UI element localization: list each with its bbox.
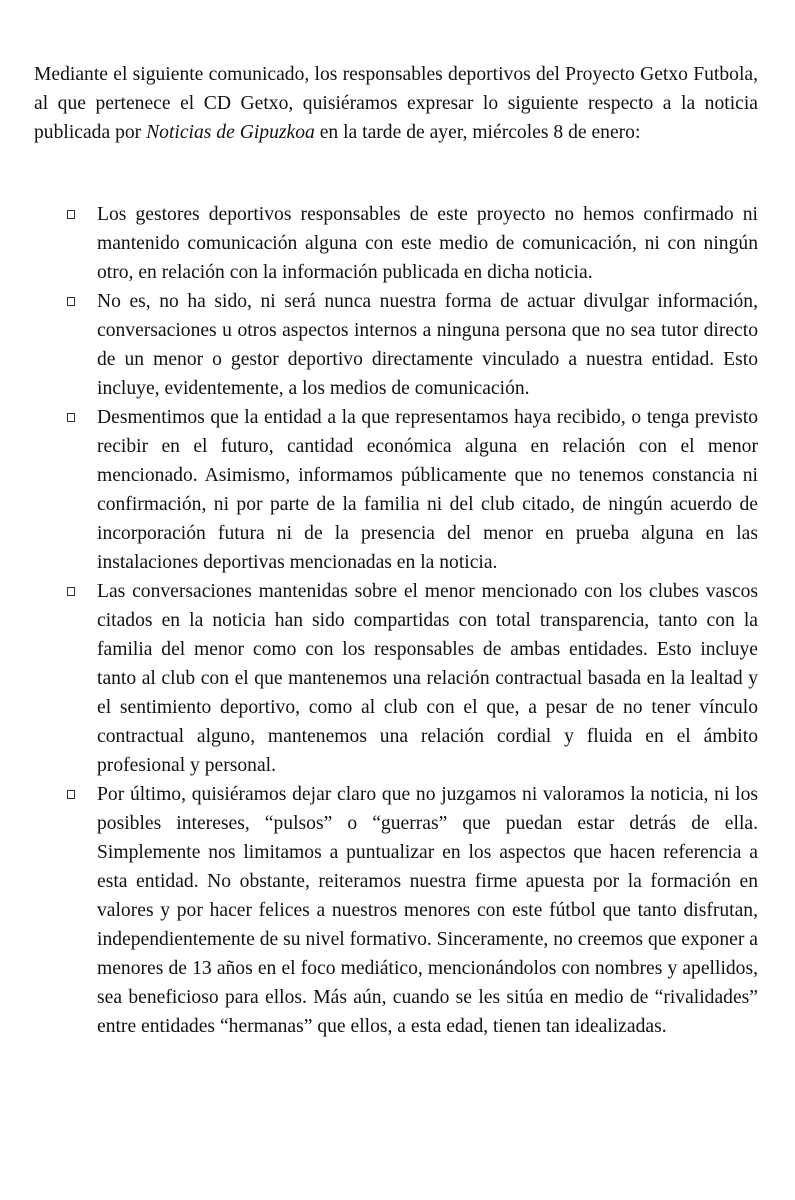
statement-item <box>34 200 758 287</box>
statement-item <box>34 403 758 577</box>
square-bullet-icon <box>67 413 75 422</box>
statement-text: Las conversaciones mantenidas sobre el menor mencionado con los clubes vascos citados en la noticia han sido compartidas con total transparencia, tanto con la familia del menor como con los responsables de ambas entidades. Esto incluye tanto al club con el que mantenemos una relación contractual basada en la lealtad y el sentimiento deportivo, como al club con el que, a pesar de no tener vínculo contractual alguno, mantenemos una relación cordial y fluida en el ámbito profesional y personal. <box>97 581 758 776</box>
square-bullet-icon <box>67 790 75 799</box>
intro-text-before: Mediante el siguiente comunicado, los responsables deportivos del Proyecto Getxo Futbola, al que pertenece el CD Getxo, quisiéramos expresar lo siguiente respecto a la noticia publicada por <box>34 64 758 143</box>
statement-text: Desmentimos que la entidad a la que representamos haya recibido, o tenga previsto recibir en el futuro, cantidad económica alguna en relación con el menor mencionado. Asimismo, informamos públicamente que no tenemos constancia ni confirmación, ni por parte de la familia ni del club citado, de ningún acuerdo de incorporación futura ni de la presencia del menor en prueba alguna en las instalaciones deportivas mencionadas en la noticia. <box>97 407 758 573</box>
statement-list <box>34 200 758 1041</box>
statement-text: Los gestores deportivos responsables de este proyecto no hemos confirmado ni mantenido comunicación alguna con este medio de comunicación, ni con ningún otro, en relación con la información publicada en dicha noticia. <box>97 204 758 283</box>
square-bullet-icon <box>67 587 75 596</box>
intro-text-after: en la tarde de ayer, miércoles 8 de enero: <box>314 122 641 143</box>
statement-item <box>34 780 758 1041</box>
intro-paragraph <box>34 60 758 147</box>
statement-text: Por último, quisiéramos dejar claro que no juzgamos ni valoramos la noticia, ni los posibles intereses, “pulsos” o “guerras” que puedan estar detrás de ella. Simplemente nos limitamos a puntualizar en los aspectos que hacen referencia a esta entidad. No obstante, reiteramos nuestra firme apuesta por la formación en valores y por hacer felices a nuestros menores con este fútbol que tanto disfrutan, independientemente de su nivel formativo. Sinceramente, no creemos que exponer a menores de 13 años en el foco mediático, mencionándolos con nombres y apellidos, sea beneficioso para ellos. Más aún, cuando se les sitúa en medio de “rivalidades” entre entidades “hermanas” que ellos, a esta edad, tienen tan idealizadas. <box>97 784 758 1037</box>
square-bullet-icon <box>67 297 75 306</box>
publication-name: Noticias de Gipuzkoa <box>146 122 315 143</box>
statement-item <box>34 577 758 780</box>
statement-text: No es, no ha sido, ni será nunca nuestra forma de actuar divulgar información, conversaciones u otros aspectos internos a ninguna persona que no sea tutor directo de un menor o gestor deportivo directamente vinculado a nuestra entidad. Esto incluye, evidentemente, a los medios de comunicación. <box>97 291 758 399</box>
square-bullet-icon <box>67 210 75 219</box>
statement-item <box>34 287 758 403</box>
